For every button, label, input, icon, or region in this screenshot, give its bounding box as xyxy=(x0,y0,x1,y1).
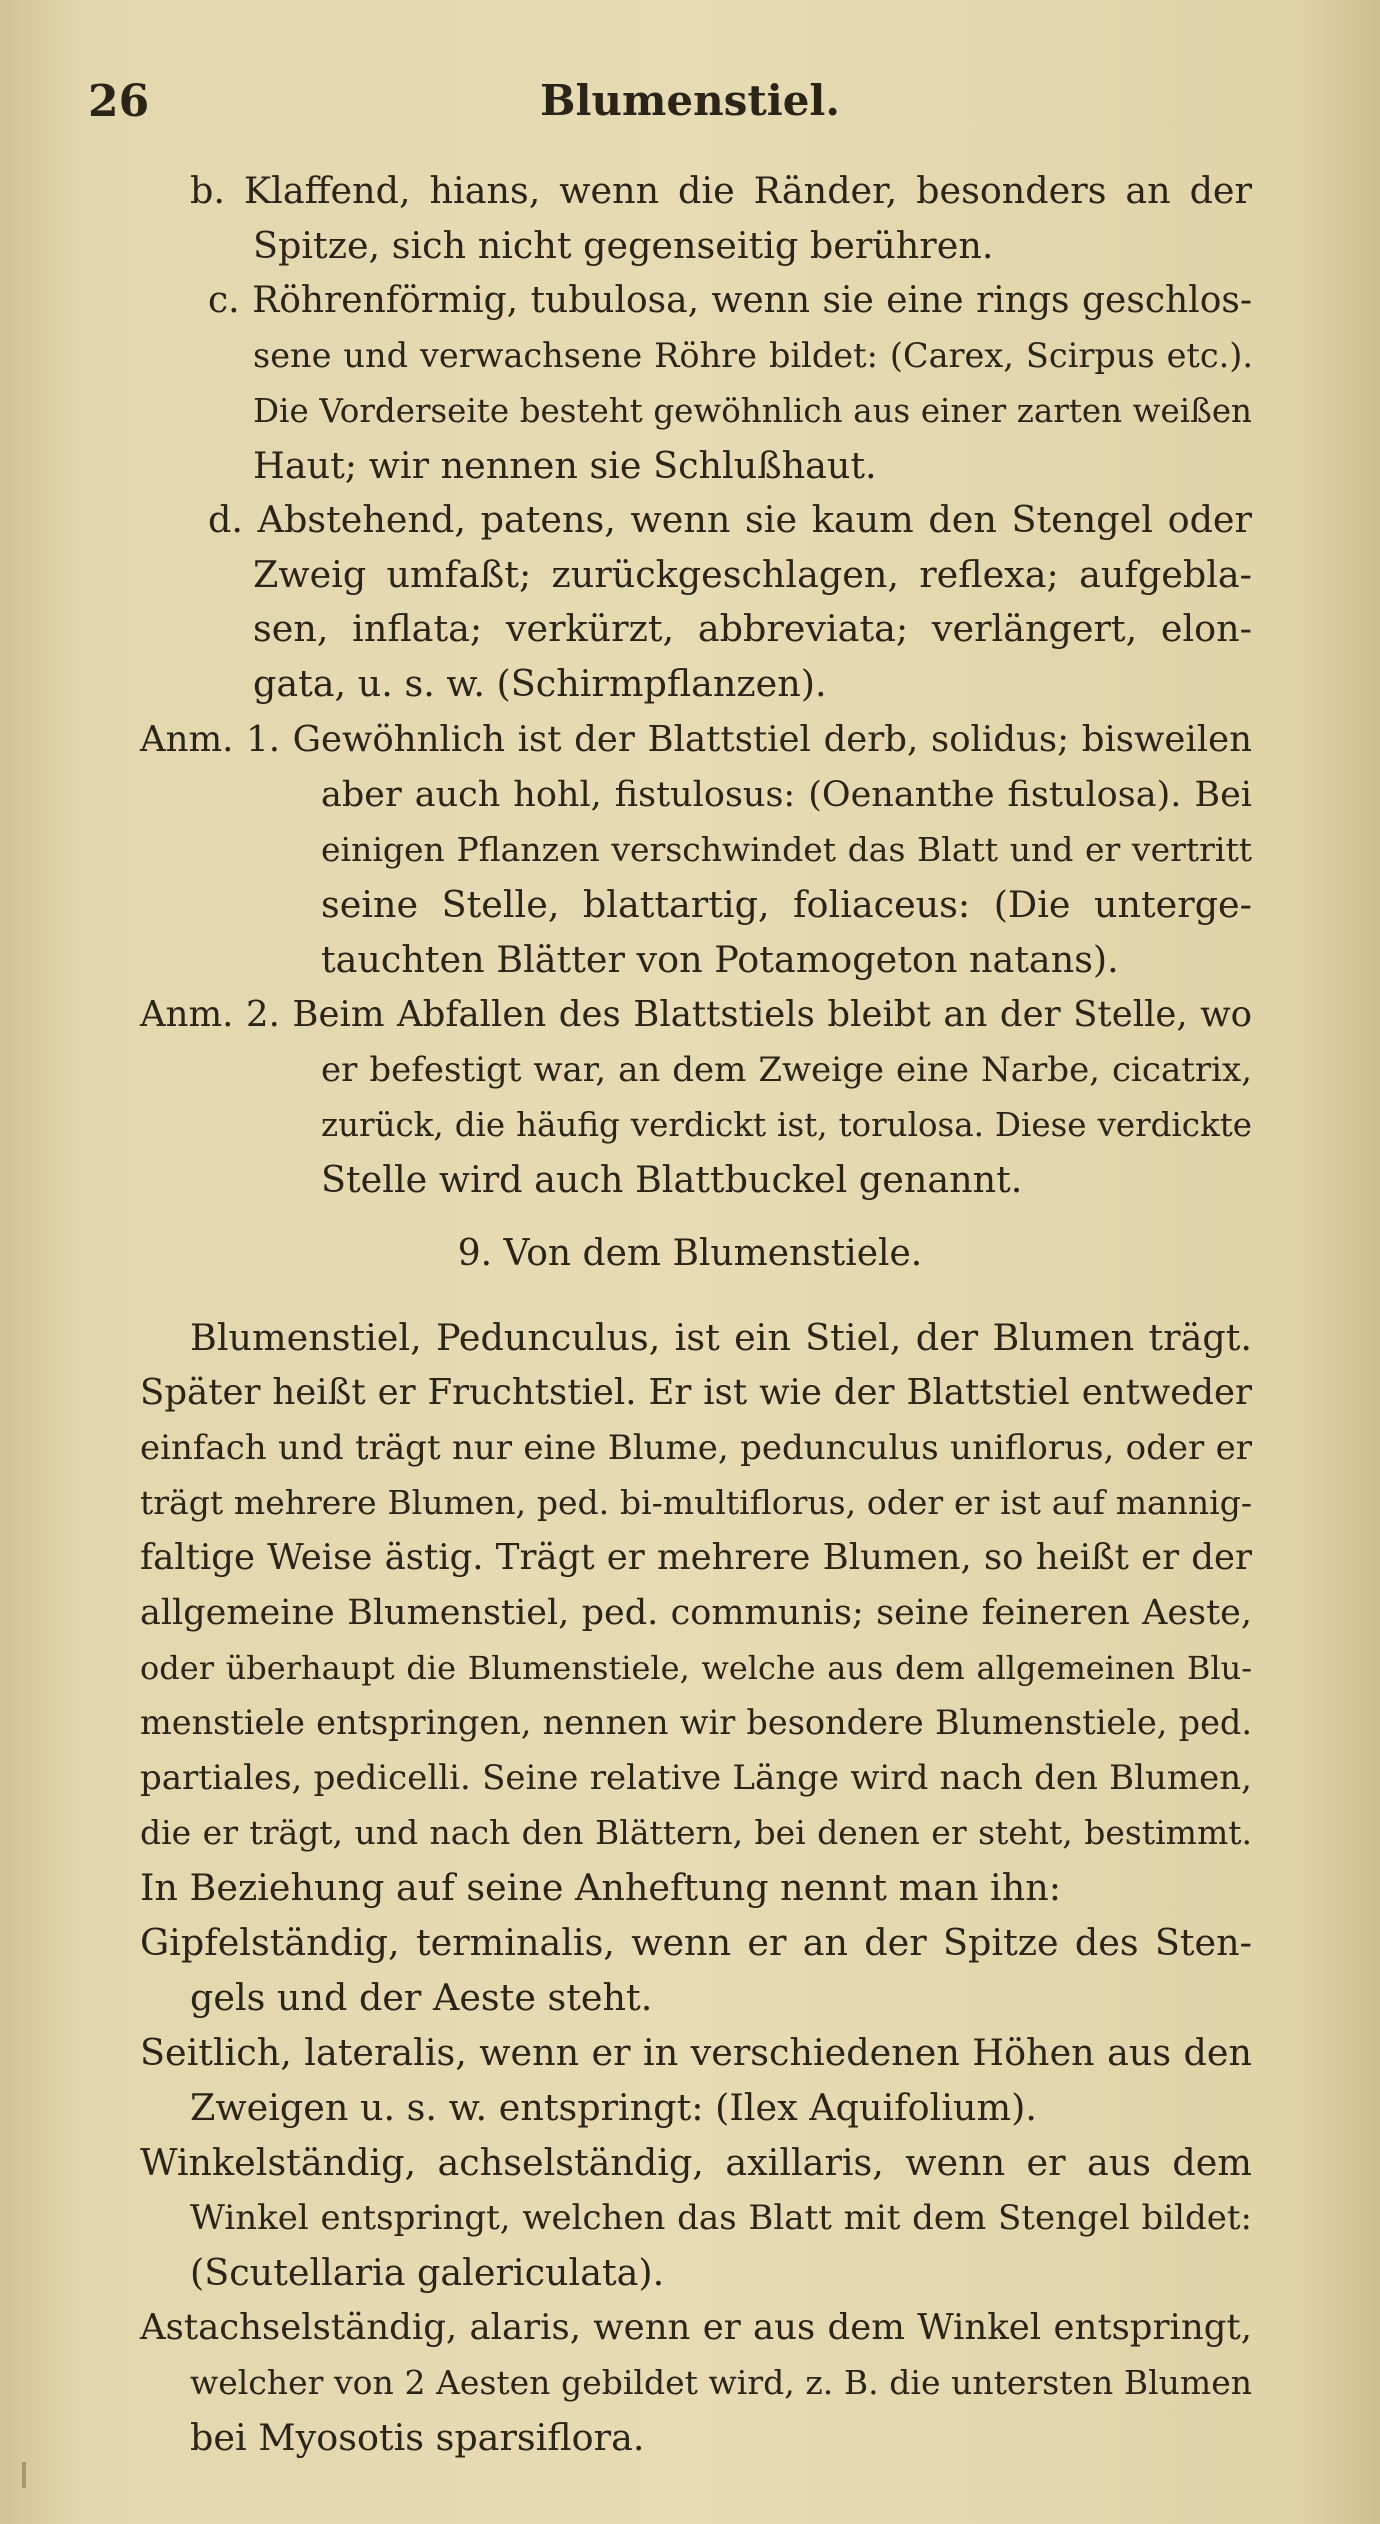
text-line: allgemeine Blumenstiel, ped. communis; seine feineren Aeste, xyxy=(140,1593,1252,1633)
text-line: seine Stelle, blattartig, foliaceus: (Die unterge- xyxy=(321,883,1252,926)
text-line: einfach und trägt nur eine Blume, pedunculus uniflorus, oder er xyxy=(140,1428,1252,1468)
text-line: oder überhaupt die Blumenstiele, welche aus dem allgemeinen Blu- xyxy=(140,1649,1252,1687)
text-line: Anm. 2. Beim Abfallen des Blattstiels bleibt an der Stelle, wo xyxy=(140,994,1252,1035)
text-line: sene und verwachsene Röhre bildet: (Carex, Scirpus etc.). xyxy=(253,336,1253,375)
text-line: einigen Pflanzen verschwindet das Blatt und er vertritt xyxy=(321,830,1252,869)
text-line: c. Röhrenförmig, tubulosa, wenn sie eine rings geschlos- xyxy=(208,280,1252,321)
text-line: zurück, die häufig verdickt ist, torulosa. Diese verdickte xyxy=(321,1106,1252,1144)
text-line: Stelle wird auch Blattbuckel genannt. xyxy=(321,1158,1023,1201)
section-heading: 9. Von dem Blumenstiele. xyxy=(457,1233,923,1274)
page-number: 26 xyxy=(88,76,150,127)
text-line: Gipfelständig, terminalis, wenn er an der Spitze des Sten- xyxy=(140,1921,1252,1964)
text-line: d. Abstehend, patens, wenn sie kaum den Stengel oder xyxy=(208,498,1252,541)
text-line: (Scutellaria galericulata). xyxy=(190,2251,665,2294)
text-line: Anm. 1. Gewöhnlich ist der Blattstiel derb, solidus; bisweilen xyxy=(140,719,1252,760)
text-line: welcher von 2 Aesten gebildet wird, z. B. die untersten Blumen xyxy=(190,2363,1252,2402)
paper-mark xyxy=(22,2462,26,2488)
text-line: Zweig umfaßt; zurückgeschlagen, reflexa; aufgebla- xyxy=(253,553,1252,596)
text-line: Die Vorderseite besteht gewöhnlich aus einer zarten weißen xyxy=(253,392,1252,430)
text-line: Winkelständig, achselständig, axillaris, wenn er aus dem xyxy=(140,2141,1252,2184)
text-line: Seitlich, lateralis, wenn er in verschiedenen Höhen aus den xyxy=(140,2031,1252,2074)
text-line: Astachselständig, alaris, wenn er aus dem Winkel entspringt, xyxy=(140,2307,1252,2348)
text-line: er befestigt war, an dem Zweige eine Narbe, cicatrix, xyxy=(321,1050,1252,1090)
text-line: aber auch hohl, fistulosus: (Oenanthe fistulosa). Bei xyxy=(321,775,1252,815)
text-line: menstiele entspringen, nennen wir besondere Blumenstiele, ped. xyxy=(140,1703,1252,1742)
text-line: Blumenstiel, Pedunculus, ist ein Stiel, der Blumen trägt. xyxy=(190,1316,1252,1359)
text-line: Zweigen u. s. w. entspringt: (Ilex Aquifolium). xyxy=(190,2086,1037,2129)
text-line: In Beziehung auf seine Anheftung nennt man ihn: xyxy=(140,1866,1062,1909)
text-line: partiales, pedicelli. Seine relative Länge wird nach den Blumen, xyxy=(140,1758,1252,1798)
text-line: gata, u. s. w. (Schirmpflanzen). xyxy=(253,662,827,705)
text-line: Spitze, sich nicht gegenseitig berühren. xyxy=(253,224,994,267)
text-line: Später heißt er Fruchtstiel. Er ist wie der Blattstiel entweder xyxy=(140,1372,1252,1413)
text-line: b. Klaffend, hians, wenn die Ränder, besonders an der xyxy=(190,169,1252,212)
text-line: trägt mehrere Blumen, ped. bi-multiflorus, oder er ist auf mannig- xyxy=(140,1483,1252,1522)
running-title: Blumenstiel. xyxy=(540,76,840,125)
text-line: Haut; wir nennen sie Schlußhaut. xyxy=(253,444,877,487)
text-line: die er trägt, und nach den Blättern, bei denen er steht, bestimmt. xyxy=(140,1813,1252,1852)
text-line: tauchten Blätter von Potamogeton natans). xyxy=(321,938,1119,981)
text-line: bei Myosotis sparsiflora. xyxy=(190,2416,645,2459)
text-line: faltige Weise ästig. Trägt er mehrere Blumen, so heißt er der xyxy=(140,1537,1252,1578)
text-line: gels und der Aeste steht. xyxy=(190,1976,653,2019)
running-head xyxy=(0,72,1380,132)
text-line: sen, inflata; verkürzt, abbreviata; verlängert, elon- xyxy=(253,607,1252,650)
text-line: Winkel entspringt, welchen das Blatt mit dem Stengel bildet: xyxy=(190,2198,1252,2238)
